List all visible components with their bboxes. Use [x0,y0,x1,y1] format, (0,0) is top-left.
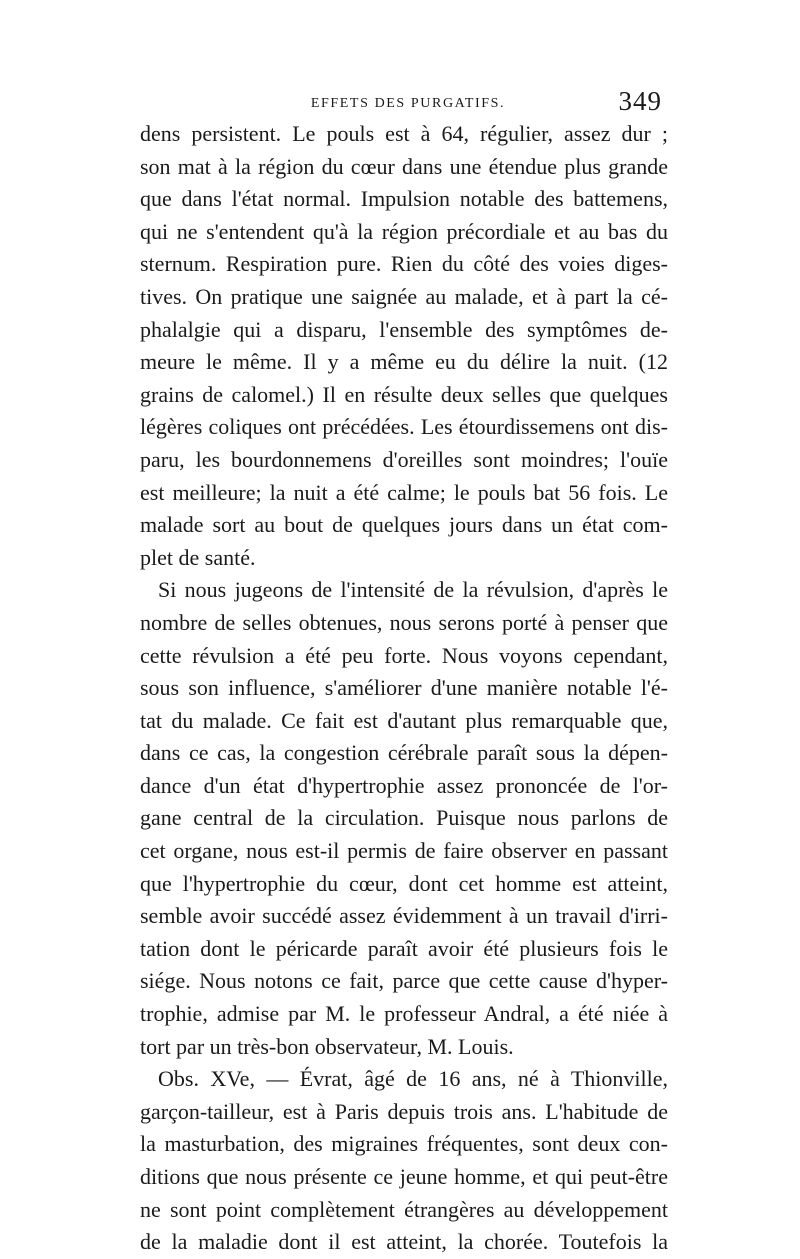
text-line: tation dont le péricarde paraît avoir été plusieurs fois le [140,935,668,961]
text-line: de la maladie dont il est atteint, la chorée. Toutefois la [140,1229,668,1255]
text-line: sternum. Respiration pure. Rien du côté des voies diges- [140,251,668,277]
text-line: trophie, admise par M. le professeur Andral, a été niée à [140,1001,668,1027]
text-line: grains de calomel.) Il en résulte deux selles que quelques [140,381,668,407]
text-line: malade sort au bout de quelques jours dans un état com- [140,512,668,538]
running-title: EFFETS DES PURGATIFS. [310,96,506,111]
text-line: Si nous jugeons de l'intensité de la révulsion, d'après le [158,577,668,603]
text-line: paru, les bourdonnemens d'oreilles sont moindres; l'ouïe [140,446,668,472]
text-line: cette révulsion a été peu forte. Nous voyons cependant, [140,642,668,668]
text-line: siége. Nous notons ce fait, parce que cette cause d'hyper- [140,968,668,994]
text-line: est meilleure; la nuit a été calme; le pouls bat 56 fois. Le [140,479,668,505]
text-line: légères coliques ont précédées. Les étourdissemens ont dis- [140,414,668,440]
text-line: plet de santé. [140,544,256,570]
text-line: qui ne s'entendent qu'à la région précordiale et au bas du [140,218,668,244]
text-line: phalalgie qui a disparu, l'ensemble des symptômes de- [140,316,668,342]
text-line: son mat à la région du cœur dans une étendue plus grande [140,153,668,179]
text-line: ditions que nous présente ce jeune homme, et qui peut-être [140,1164,668,1189]
body-text [140,118,668,1259]
text-line: que l'hypertrophie du cœur, dont cet homme est atteint, [140,870,668,896]
text-line: que dans l'état normal. Impulsion notable des battemens, [140,186,668,212]
text-line: nombre de selles obtenues, nous serons porté à penser que [140,609,668,635]
text-line: gane central de la circulation. Puisque nous parlons de [140,805,668,831]
page-number: 349 [618,86,662,116]
text-line: dans ce cas, la congestion cérébrale paraît sous la dépen- [140,740,668,766]
text-line: Obs. XVe, — Évrat, âgé de 16 ans, né à Thionville, [158,1066,668,1092]
running-head [136,86,668,122]
text-line: garçon-tailleur, est à Paris depuis trois ans. L'habitude de [140,1098,668,1124]
text-line: la masturbation, des migraines fréquentes, sont deux con- [140,1131,668,1157]
text-line: tort par un très-bon observateur, M. Louis. [140,1033,514,1059]
text-line: sous son influence, s'améliorer d'une manière notable l'é- [140,675,668,701]
text-line: tat du malade. Ce fait est d'autant plus remarquable que, [140,707,668,733]
text-line: meure le même. Il y a même eu du délire la nuit. (12 [140,349,668,375]
text-line: dens persistent. Le pouls est à 64, régulier, assez dur ; [140,121,668,146]
text-line: semble avoir succédé assez évidemment à un travail d'irri- [140,903,668,929]
text-line: cet organe, nous est-il permis de faire observer en passant [140,838,668,864]
text-line: tives. On pratique une saignée au malade, et à part la cé- [140,283,668,309]
text-line: dance d'un état d'hypertrophie assez prononcée de l'or- [140,772,668,798]
text-line: ne sont point complètement étrangères au développement [140,1196,668,1222]
